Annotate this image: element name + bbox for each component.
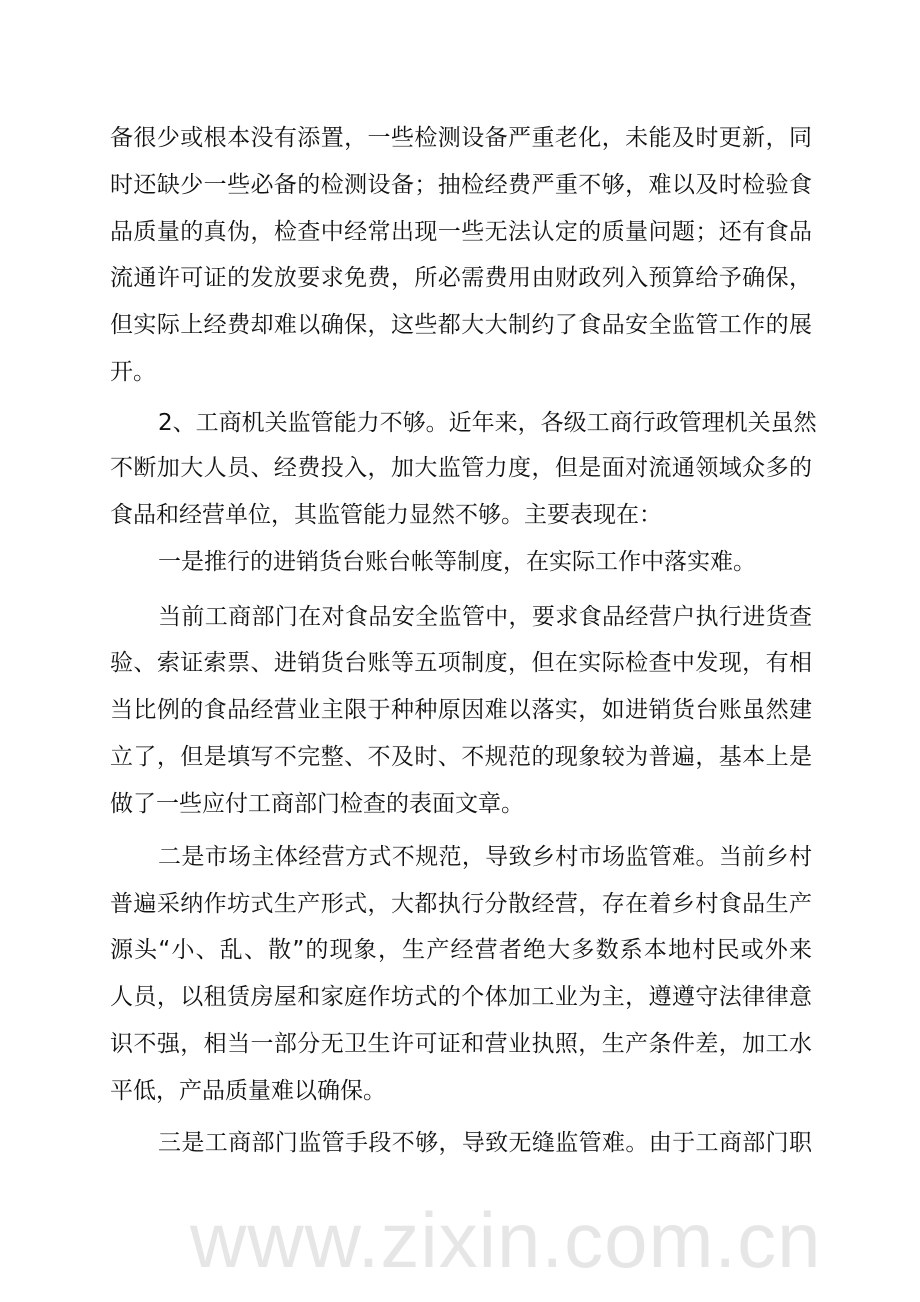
text-line: 不断加大人员、经费投入，加大监管力度，但是面对流通领域众多的 [110,455,812,481]
text-line: 品质量的真伪，检查中经常出现一些无法认定的质量问题；还有食品 [110,219,812,245]
text-line: 流通许可证的发放要求免费，所必需费用由财政列入预算给予确保， [110,265,812,291]
text-line: 食品和经营单位，其监管能力显然不够。主要表现在： [110,502,662,528]
text-line: 二是市场主体经营方式不规范，导致乡村市场监管难。当前乡村 [158,844,812,870]
text-line: 但实际上经费却难以确保，这些都大大制约了食品安全监管工作的展 [110,312,812,338]
text-line: 当前工商部门在对食品安全监管中，要求食品经营户执行进货查 [158,604,812,630]
text-line: 验、索证索票、进销货台账等五项制度，但在实际检查中发现，有相 [110,650,812,676]
text-line: 备很少或根本没有添置，一些检测设备严重老化，未能及时更新，同 [110,125,812,151]
text-line: 2、工商机关监管能力不够。近年来，各级工商行政管理机关虽然 [158,410,817,436]
text-line: 普遍采纳作坊式生产形式，大都执行分散经营，存在着乡村食品生产 [110,891,812,917]
text-line: 三是工商部门监管手段不够，导致无缝监管难。由于工商部门职 [158,1130,812,1156]
text-line: 平低，产品质量难以确保。 [110,1078,386,1104]
text-line: 时还缺少一些必备的检测设备；抽检经费严重不够，难以及时检验食 [110,172,812,198]
text-line: 源头“小、乱、散”的现象，生产经营者绝大多数系本地村民或外来 [110,937,812,963]
text-line: 当比例的食品经营业主限于种种原因难以落实，如进销货台账虽然建 [110,697,812,723]
text-line: 立了，但是填写不完整、不及时、不规范的现象较为普遍，基本上是 [110,744,812,770]
text-line: 做了一些应付工商部门检查的表面文章。 [110,791,524,817]
text-line: 人员，以租赁房屋和家庭作坊式的个体加工业为主，遵遵守法律律意 [110,984,812,1010]
text-line: 识不强，相当一部分无卫生许可证和营业执照，生产条件差，加工水 [110,1031,812,1057]
text-line: 开。 [110,359,156,385]
text-line: 一是推行的进销货台账台帐等制度，在实际工作中落实难。 [158,549,756,575]
watermark: www.zixin.com.cn [190,1196,822,1284]
